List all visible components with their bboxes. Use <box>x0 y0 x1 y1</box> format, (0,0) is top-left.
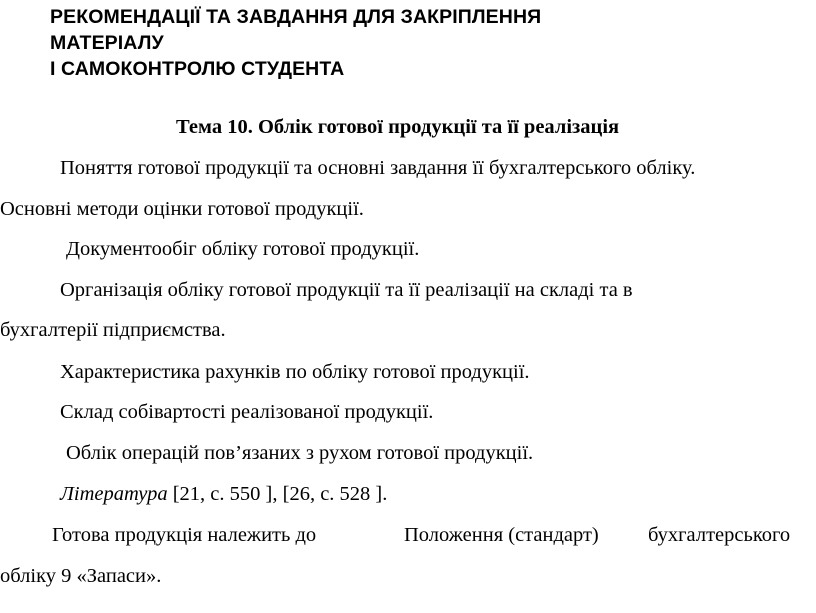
literature-refs: [21, с. 550 ], [26, с. 528 ]. <box>167 483 388 505</box>
literature-label: Література <box>60 483 168 505</box>
literature-line <box>60 482 387 506</box>
section-heading <box>50 4 541 82</box>
paragraph-standard-part1: Готова продукція належить до <box>52 524 317 546</box>
paragraph-operations: Облік операцій пов’язаних з рухом готової продукції. <box>66 442 534 464</box>
paragraph-organization-cont: бухгалтерії підприємства. <box>0 319 226 341</box>
paragraph-standard-part2: Положення (стандарт) <box>404 524 599 546</box>
topic-title: Тема 10. Облік готової продукції та її реалізація <box>176 116 620 138</box>
paragraph-document-flow: Документообіг обліку готової продукції. <box>66 238 420 260</box>
heading-line-3: І САМОКОНТРОЛЮ СТУДЕНТА <box>50 58 345 80</box>
paragraph-standard-part3: бухгалтерського <box>648 524 791 546</box>
paragraph-standard-cont: обліку 9 «Запаси». <box>0 565 162 587</box>
paragraph-concepts: Поняття готової продукції та основні завдання її бухгалтерського обліку. <box>60 157 696 179</box>
heading-line-1: РЕКОМЕНДАЦІЇ ТА ЗАВДАННЯ ДЛЯ ЗАКРІПЛЕННЯ <box>50 6 542 28</box>
heading-line-2: МАТЕРІАЛУ <box>50 32 164 54</box>
paragraph-accounts: Характеристика рахунків по обліку готової продукції. <box>60 361 530 383</box>
paragraph-cost: Склад собівартості реалізованої продукції. <box>60 401 434 423</box>
paragraph-organization: Організація обліку готової продукції та її реалізації на складі та в <box>60 279 633 301</box>
paragraph-concepts-cont: Основні методи оцінки готової продукції. <box>0 198 364 220</box>
